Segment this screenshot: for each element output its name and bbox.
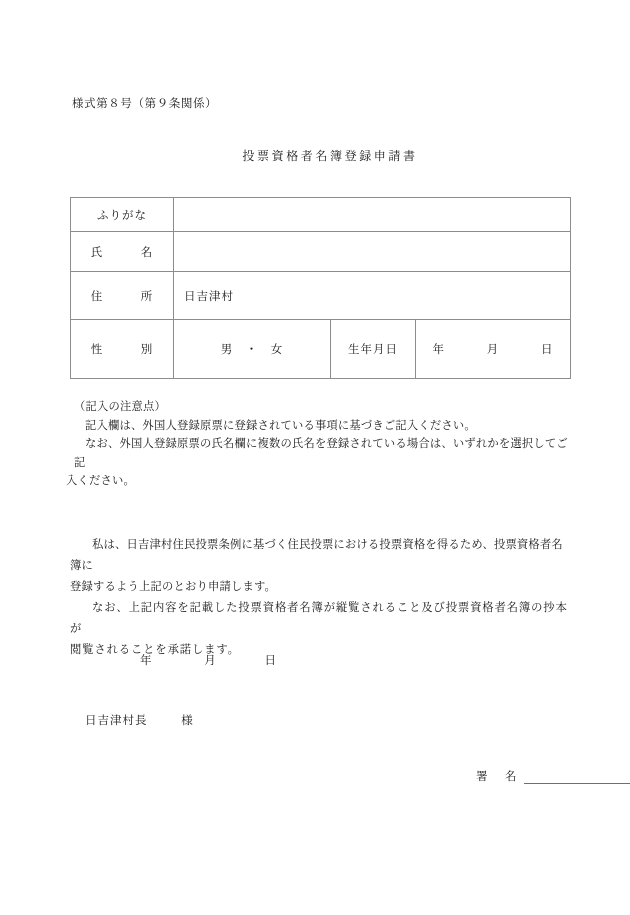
address-label: 住 所 [71, 272, 174, 320]
birthdate-label: 生年月日 [331, 320, 416, 379]
birth-year-label: 年 [432, 344, 445, 356]
addressee-line [85, 712, 194, 728]
signature-line [476, 768, 630, 784]
sex-choice[interactable]: 男 ・ 女 [174, 320, 331, 379]
name-input[interactable] [174, 232, 571, 272]
signature-input[interactable] [524, 770, 630, 784]
declaration-p2-line2: 閲覧されることを承諾します。 [70, 644, 240, 656]
date-year-label: 年 [140, 655, 153, 667]
birth-month-label: 月 [486, 344, 500, 356]
declaration-p2-line1: なお、上記内容を記載した投票資格者名簿が縦覧されること及び投票資格者名簿の抄本が [70, 602, 568, 635]
signature-label: 署 名 [476, 771, 520, 783]
furigana-input[interactable] [174, 198, 571, 232]
birth-day-label: 日 [541, 344, 554, 356]
instructions-heading: （記入の注意点） [74, 401, 166, 413]
table-row-sex-birthdate [71, 320, 571, 379]
date-day-label: 日 [264, 655, 277, 667]
instructions-line-1: 記入欄は、外国人登録原票に登録されている事項に基づきご記入ください。 [85, 419, 476, 432]
table-row-address [71, 272, 571, 320]
addressee-honorific: 様 [181, 715, 194, 727]
instructions-line-2: なお、外国人登録原票の氏名欄に複数の氏名を登録されている場合は、いずれかを選択してご記 [74, 438, 568, 469]
declaration-p1-line2: 登録するよう上記のとおり申請します。 [70, 581, 277, 593]
addressee-recipient: 日吉津村長 [85, 715, 148, 727]
applicant-info-table [70, 197, 571, 379]
document-title: 投票資格者名簿登録申請書 [242, 149, 418, 163]
table-row-furigana [71, 198, 571, 232]
address-input[interactable]: 日吉津村 [174, 272, 571, 320]
declaration-block [70, 535, 572, 661]
sex-label: 性 別 [71, 320, 174, 379]
instructions-line-2-continued: 入ください。 [66, 475, 135, 487]
name-label: 氏 名 [71, 232, 174, 272]
table-row-name [71, 232, 571, 272]
application-date-line[interactable] [140, 652, 277, 668]
form-number: 様式第８号（第９条関係） [72, 98, 218, 110]
declaration-p1-line1: 私は、日吉津村住民投票条例に基づく住民投票における投票資格を得るため、投票資格者名簿に [70, 539, 563, 572]
birthdate-input[interactable] [416, 320, 571, 379]
date-month-label: 月 [204, 655, 217, 667]
instructions-block [66, 398, 572, 491]
furigana-label: ふりがな [71, 198, 174, 232]
